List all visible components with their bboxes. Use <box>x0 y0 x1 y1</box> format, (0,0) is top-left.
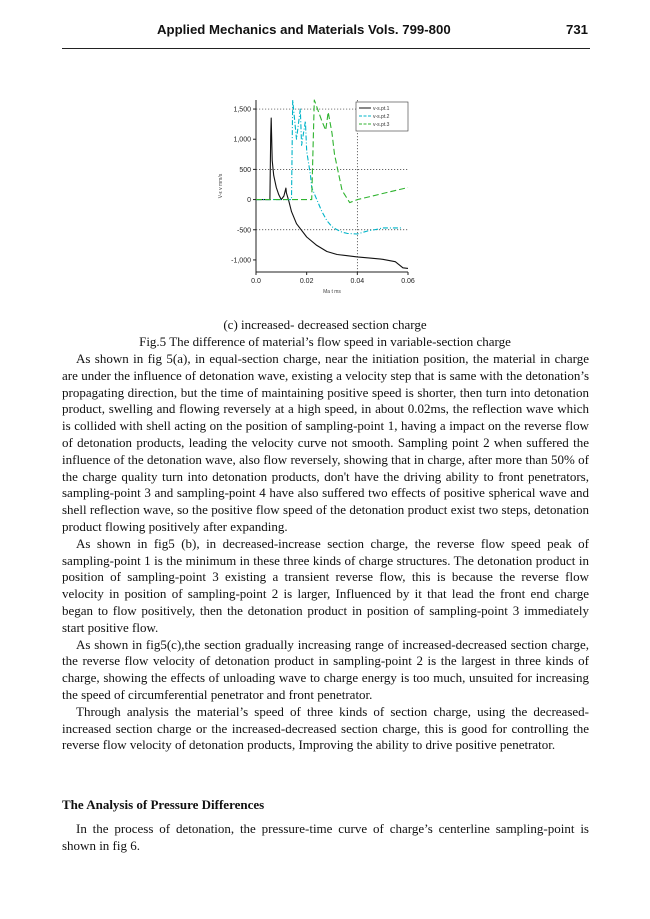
x-tick-label: 0.02 <box>299 278 314 285</box>
body-text <box>62 351 589 754</box>
flow-speed-chart <box>212 92 428 306</box>
x-tick-label: 0.06 <box>401 278 415 285</box>
y-tick-label: 1,500 <box>233 106 251 114</box>
paragraph: In the process of detonation, the pressure-time curve of charge’s centerline sampling-point is shown in fig 6. <box>62 821 589 853</box>
section-body <box>62 821 589 855</box>
legend-label: v-s.pt.1 <box>373 106 390 112</box>
paragraph: Through analysis the material’s speed of three kinds of section charge, using the decreased-increased section charge or the increased-decreased section charge, this is good for controlling the reverse flow velocity of detonation products, Improving the ability to drive positive penetrator. <box>62 703 589 753</box>
paragraph: As shown in fig5 (b), in decreased-increase section charge, the reverse flow speed peak of sampling-point 1 is the minimum in these three kinds of charge structures. The detonation product in position of sampling-point 3 existing a transient reverse flow, this is because the reverse flow velocity in position of sampling-point 2 is larger, Influenced by it that lead the front end charge began to flow positively, then the detonation product in position of sampling-point 3 immediately start positive flow. <box>62 535 589 635</box>
y-tick-label: 500 <box>239 166 251 174</box>
running-header <box>62 22 590 46</box>
x-tick-label: 0.0 <box>251 278 261 285</box>
y-tick-label: 0 <box>247 197 251 205</box>
header-rule <box>62 48 590 49</box>
x-tick-label: 0.04 <box>350 278 365 285</box>
paragraph: As shown in fig5(c),the section gradually increasing range of increased-decreased section charge, the reverse flow velocity of detonation product in sampling-point 2 is the largest in three kinds of charge, showing the effects of unloading wave to charge energy is too much, unsuited for increasing the speed of circumferential penetrator and front penetrator. <box>62 636 589 702</box>
legend-label: v-s.pt.2 <box>373 114 390 120</box>
x-axis-label: Ma t ms <box>323 289 341 295</box>
chart-legend <box>356 102 408 131</box>
page-number: 731 <box>565 22 588 37</box>
figure-caption: Fig.5 The difference of material’s flow speed in variable-section charge <box>139 334 511 349</box>
figure-subcaption: (c) increased- decreased section charge <box>223 317 427 332</box>
y-tick-label: 1,000 <box>233 136 251 144</box>
y-axis-label: V-ε v mm/s <box>218 173 224 199</box>
journal-title: Applied Mechanics and Materials Vols. 799-800 <box>157 22 451 37</box>
paragraph: As shown in fig 5(a), in equal-section charge, near the initiation position, the material in charge are under the influence of detonation wave, existing a velocity step that is same with the detonation’s propagating direction, but the time of maintaining positive speed is shorter, then turn into detonation product, swelling and flowing reversely at a high speed, in about 0.02ms, the reflection wave which is collided with shell acting on the position of sampling-point 1, having a impact on the reverse flow of detonation products, leading the velocity curve not smooth. Sampling point 2 when suffered the influence of the detonation wave, also flow reversely, showing that in charge, after more than 50% of the charge quality turn into detonation products, don't have the driving ability to front penetrators, sampling-point 3 and sampling-point 4 have also suffered two effects of positive spherical wave and shell reflection wave, so the positive flow speed of the detonation product exist two steps, detonation product flowing positively after expanding. <box>62 351 589 534</box>
section-heading: The Analysis of Pressure Differences <box>62 797 265 812</box>
chart-tick-labels <box>218 107 415 295</box>
y-tick-label: -1,000 <box>231 257 251 265</box>
y-tick-label: -500 <box>236 227 251 235</box>
legend-label: v-s.pt.3 <box>373 122 390 128</box>
